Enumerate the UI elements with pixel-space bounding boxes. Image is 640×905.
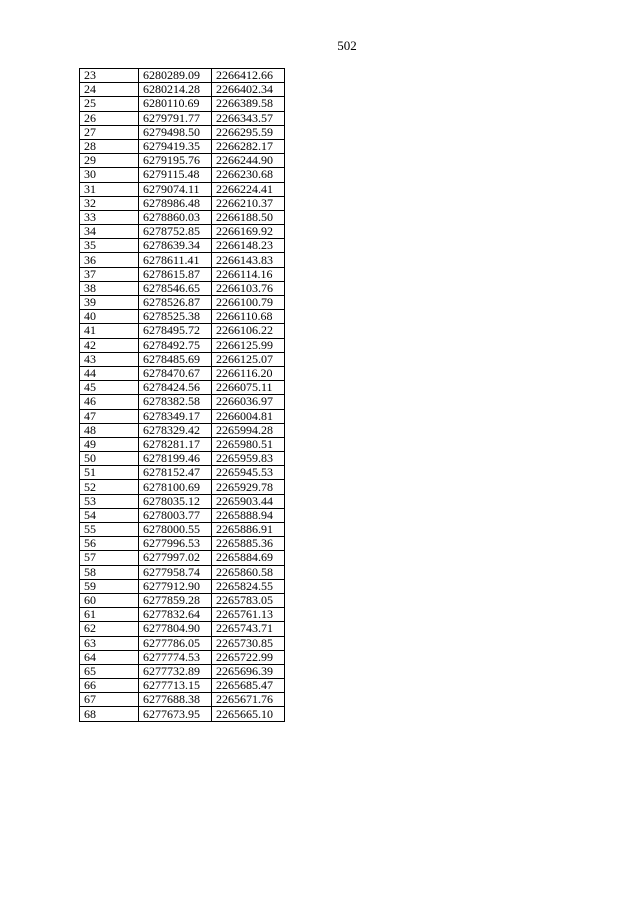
- table-row: [80, 593, 285, 607]
- point-number-cell: 64: [80, 650, 139, 664]
- point-number-cell: 25: [80, 97, 139, 111]
- y-coordinate-cell: 2266210.37: [212, 196, 285, 210]
- table-row: [80, 480, 285, 494]
- point-number-cell: 31: [80, 182, 139, 196]
- coordinates-table-body: [80, 69, 285, 722]
- table-row: [80, 508, 285, 522]
- y-coordinate-cell: 2266230.68: [212, 168, 285, 182]
- table-row: [80, 608, 285, 622]
- table-row: [80, 139, 285, 153]
- point-number-cell: 38: [80, 281, 139, 295]
- x-coordinate-cell: 6277673.95: [139, 707, 212, 721]
- table-row: [80, 664, 285, 678]
- point-number-cell: 40: [80, 310, 139, 324]
- x-coordinate-cell: 6277786.05: [139, 636, 212, 650]
- point-number-cell: 47: [80, 409, 139, 423]
- point-number-cell: 29: [80, 154, 139, 168]
- y-coordinate-cell: 2266295.59: [212, 125, 285, 139]
- point-number-cell: 60: [80, 593, 139, 607]
- point-number-cell: 65: [80, 664, 139, 678]
- x-coordinate-cell: 6278382.58: [139, 395, 212, 409]
- y-coordinate-cell: 2265761.13: [212, 608, 285, 622]
- y-coordinate-cell: 2265884.69: [212, 551, 285, 565]
- y-coordinate-cell: 2265696.39: [212, 664, 285, 678]
- y-coordinate-cell: 2265665.10: [212, 707, 285, 721]
- y-coordinate-cell: 2265994.28: [212, 423, 285, 437]
- x-coordinate-cell: 6277997.02: [139, 551, 212, 565]
- point-number-cell: 55: [80, 523, 139, 537]
- y-coordinate-cell: 2265824.55: [212, 579, 285, 593]
- x-coordinate-cell: 6280289.09: [139, 69, 212, 83]
- point-number-cell: 32: [80, 196, 139, 210]
- x-coordinate-cell: 6278035.12: [139, 494, 212, 508]
- table-row: [80, 551, 285, 565]
- x-coordinate-cell: 6279419.35: [139, 139, 212, 153]
- table-row: [80, 310, 285, 324]
- table-row: [80, 69, 285, 83]
- x-coordinate-cell: 6279074.11: [139, 182, 212, 196]
- x-coordinate-cell: 6279115.48: [139, 168, 212, 182]
- table-row: [80, 182, 285, 196]
- x-coordinate-cell: 6278526.87: [139, 296, 212, 310]
- point-number-cell: 59: [80, 579, 139, 593]
- point-number-cell: 50: [80, 452, 139, 466]
- table-row: [80, 565, 285, 579]
- point-number-cell: 63: [80, 636, 139, 650]
- y-coordinate-cell: 2266343.57: [212, 111, 285, 125]
- point-number-cell: 53: [80, 494, 139, 508]
- point-number-cell: 61: [80, 608, 139, 622]
- point-number-cell: 43: [80, 352, 139, 366]
- x-coordinate-cell: 6277912.90: [139, 579, 212, 593]
- y-coordinate-cell: 2265885.36: [212, 537, 285, 551]
- y-coordinate-cell: 2266106.22: [212, 324, 285, 338]
- point-number-cell: 27: [80, 125, 139, 139]
- point-number-cell: 66: [80, 679, 139, 693]
- point-number-cell: 46: [80, 395, 139, 409]
- table-row: [80, 239, 285, 253]
- table-row: [80, 338, 285, 352]
- y-coordinate-cell: 2265860.58: [212, 565, 285, 579]
- y-coordinate-cell: 2266125.99: [212, 338, 285, 352]
- y-coordinate-cell: 2265743.71: [212, 622, 285, 636]
- y-coordinate-cell: 2266224.41: [212, 182, 285, 196]
- y-coordinate-cell: 2266103.76: [212, 281, 285, 295]
- x-coordinate-cell: 6279195.76: [139, 154, 212, 168]
- y-coordinate-cell: 2265730.85: [212, 636, 285, 650]
- point-number-cell: 62: [80, 622, 139, 636]
- y-coordinate-cell: 2266402.34: [212, 83, 285, 97]
- table-row: [80, 253, 285, 267]
- table-row: [80, 494, 285, 508]
- y-coordinate-cell: 2265886.91: [212, 523, 285, 537]
- point-number-cell: 30: [80, 168, 139, 182]
- point-number-cell: 54: [80, 508, 139, 522]
- point-number-cell: 67: [80, 693, 139, 707]
- y-coordinate-cell: 2265959.83: [212, 452, 285, 466]
- x-coordinate-cell: 6278615.87: [139, 267, 212, 281]
- table-row: [80, 437, 285, 451]
- point-number-cell: 28: [80, 139, 139, 153]
- table-row: [80, 125, 285, 139]
- point-number-cell: 57: [80, 551, 139, 565]
- x-coordinate-cell: 6278329.42: [139, 423, 212, 437]
- x-coordinate-cell: 6278860.03: [139, 210, 212, 224]
- y-coordinate-cell: 2265929.78: [212, 480, 285, 494]
- x-coordinate-cell: 6278470.67: [139, 366, 212, 380]
- y-coordinate-cell: 2266148.23: [212, 239, 285, 253]
- x-coordinate-cell: 6278639.34: [139, 239, 212, 253]
- page-number: 502: [337, 38, 357, 53]
- x-coordinate-cell: 6277688.38: [139, 693, 212, 707]
- x-coordinate-cell: 6277859.28: [139, 593, 212, 607]
- y-coordinate-cell: 2266110.68: [212, 310, 285, 324]
- table-row: [80, 423, 285, 437]
- x-coordinate-cell: 6277774.53: [139, 650, 212, 664]
- table-row: [80, 650, 285, 664]
- coordinates-table: [79, 68, 285, 722]
- x-coordinate-cell: 6278986.48: [139, 196, 212, 210]
- table-row: [80, 537, 285, 551]
- point-number-cell: 24: [80, 83, 139, 97]
- point-number-cell: 36: [80, 253, 139, 267]
- table-row: [80, 296, 285, 310]
- y-coordinate-cell: 2266412.66: [212, 69, 285, 83]
- point-number-cell: 44: [80, 366, 139, 380]
- table-row: [80, 579, 285, 593]
- x-coordinate-cell: 6279498.50: [139, 125, 212, 139]
- table-row: [80, 395, 285, 409]
- table-row: [80, 168, 285, 182]
- point-number-cell: 26: [80, 111, 139, 125]
- x-coordinate-cell: 6278349.17: [139, 409, 212, 423]
- y-coordinate-cell: 2265722.99: [212, 650, 285, 664]
- x-coordinate-cell: 6277713.15: [139, 679, 212, 693]
- x-coordinate-cell: 6278424.56: [139, 381, 212, 395]
- table-row: [80, 366, 285, 380]
- y-coordinate-cell: 2266114.16: [212, 267, 285, 281]
- y-coordinate-cell: 2266004.81: [212, 409, 285, 423]
- table-row: [80, 381, 285, 395]
- y-coordinate-cell: 2265783.05: [212, 593, 285, 607]
- x-coordinate-cell: 6277832.64: [139, 608, 212, 622]
- y-coordinate-cell: 2266125.07: [212, 352, 285, 366]
- point-number-cell: 35: [80, 239, 139, 253]
- x-coordinate-cell: 6278152.47: [139, 466, 212, 480]
- x-coordinate-cell: 6278199.46: [139, 452, 212, 466]
- x-coordinate-cell: 6278003.77: [139, 508, 212, 522]
- table-row: [80, 154, 285, 168]
- point-number-cell: 42: [80, 338, 139, 352]
- table-row: [80, 267, 285, 281]
- point-number-cell: 33: [80, 210, 139, 224]
- x-coordinate-cell: 6278611.41: [139, 253, 212, 267]
- x-coordinate-cell: 6277804.90: [139, 622, 212, 636]
- x-coordinate-cell: 6277996.53: [139, 537, 212, 551]
- point-number-cell: 49: [80, 437, 139, 451]
- y-coordinate-cell: 2266075.11: [212, 381, 285, 395]
- table-row: [80, 97, 285, 111]
- y-coordinate-cell: 2265903.44: [212, 494, 285, 508]
- x-coordinate-cell: 6278485.69: [139, 352, 212, 366]
- x-coordinate-cell: 6280214.28: [139, 83, 212, 97]
- y-coordinate-cell: 2265980.51: [212, 437, 285, 451]
- table-row: [80, 196, 285, 210]
- y-coordinate-cell: 2265671.76: [212, 693, 285, 707]
- x-coordinate-cell: 6278281.17: [139, 437, 212, 451]
- table-row: [80, 409, 285, 423]
- table-row: [80, 281, 285, 295]
- table-row: [80, 523, 285, 537]
- point-number-cell: 39: [80, 296, 139, 310]
- x-coordinate-cell: 6278100.69: [139, 480, 212, 494]
- point-number-cell: 58: [80, 565, 139, 579]
- point-number-cell: 34: [80, 225, 139, 239]
- point-number-cell: 56: [80, 537, 139, 551]
- table-row: [80, 466, 285, 480]
- point-number-cell: 41: [80, 324, 139, 338]
- point-number-cell: 68: [80, 707, 139, 721]
- y-coordinate-cell: 2266188.50: [212, 210, 285, 224]
- y-coordinate-cell: 2266036.97: [212, 395, 285, 409]
- table-row: [80, 622, 285, 636]
- y-coordinate-cell: 2265888.94: [212, 508, 285, 522]
- x-coordinate-cell: 6278000.55: [139, 523, 212, 537]
- x-coordinate-cell: 6277732.89: [139, 664, 212, 678]
- table-row: [80, 324, 285, 338]
- point-number-cell: 48: [80, 423, 139, 437]
- table-row: [80, 83, 285, 97]
- x-coordinate-cell: 6278525.38: [139, 310, 212, 324]
- y-coordinate-cell: 2266116.20: [212, 366, 285, 380]
- point-number-cell: 51: [80, 466, 139, 480]
- point-number-cell: 45: [80, 381, 139, 395]
- x-coordinate-cell: 6278546.65: [139, 281, 212, 295]
- table-row: [80, 693, 285, 707]
- table-row: [80, 707, 285, 721]
- x-coordinate-cell: 6280110.69: [139, 97, 212, 111]
- point-number-cell: 23: [80, 69, 139, 83]
- point-number-cell: 37: [80, 267, 139, 281]
- y-coordinate-cell: 2265685.47: [212, 679, 285, 693]
- y-coordinate-cell: 2266143.83: [212, 253, 285, 267]
- table-row: [80, 225, 285, 239]
- table-row: [80, 636, 285, 650]
- x-coordinate-cell: 6279791.77: [139, 111, 212, 125]
- y-coordinate-cell: 2266244.90: [212, 154, 285, 168]
- table-row: [80, 210, 285, 224]
- point-number-cell: 52: [80, 480, 139, 494]
- table-row: [80, 352, 285, 366]
- table-row: [80, 679, 285, 693]
- x-coordinate-cell: 6278495.72: [139, 324, 212, 338]
- y-coordinate-cell: 2266282.17: [212, 139, 285, 153]
- y-coordinate-cell: 2266169.92: [212, 225, 285, 239]
- table-row: [80, 452, 285, 466]
- x-coordinate-cell: 6278752.85: [139, 225, 212, 239]
- x-coordinate-cell: 6277958.74: [139, 565, 212, 579]
- y-coordinate-cell: 2266389.58: [212, 97, 285, 111]
- y-coordinate-cell: 2265945.53: [212, 466, 285, 480]
- x-coordinate-cell: 6278492.75: [139, 338, 212, 352]
- table-row: [80, 111, 285, 125]
- y-coordinate-cell: 2266100.79: [212, 296, 285, 310]
